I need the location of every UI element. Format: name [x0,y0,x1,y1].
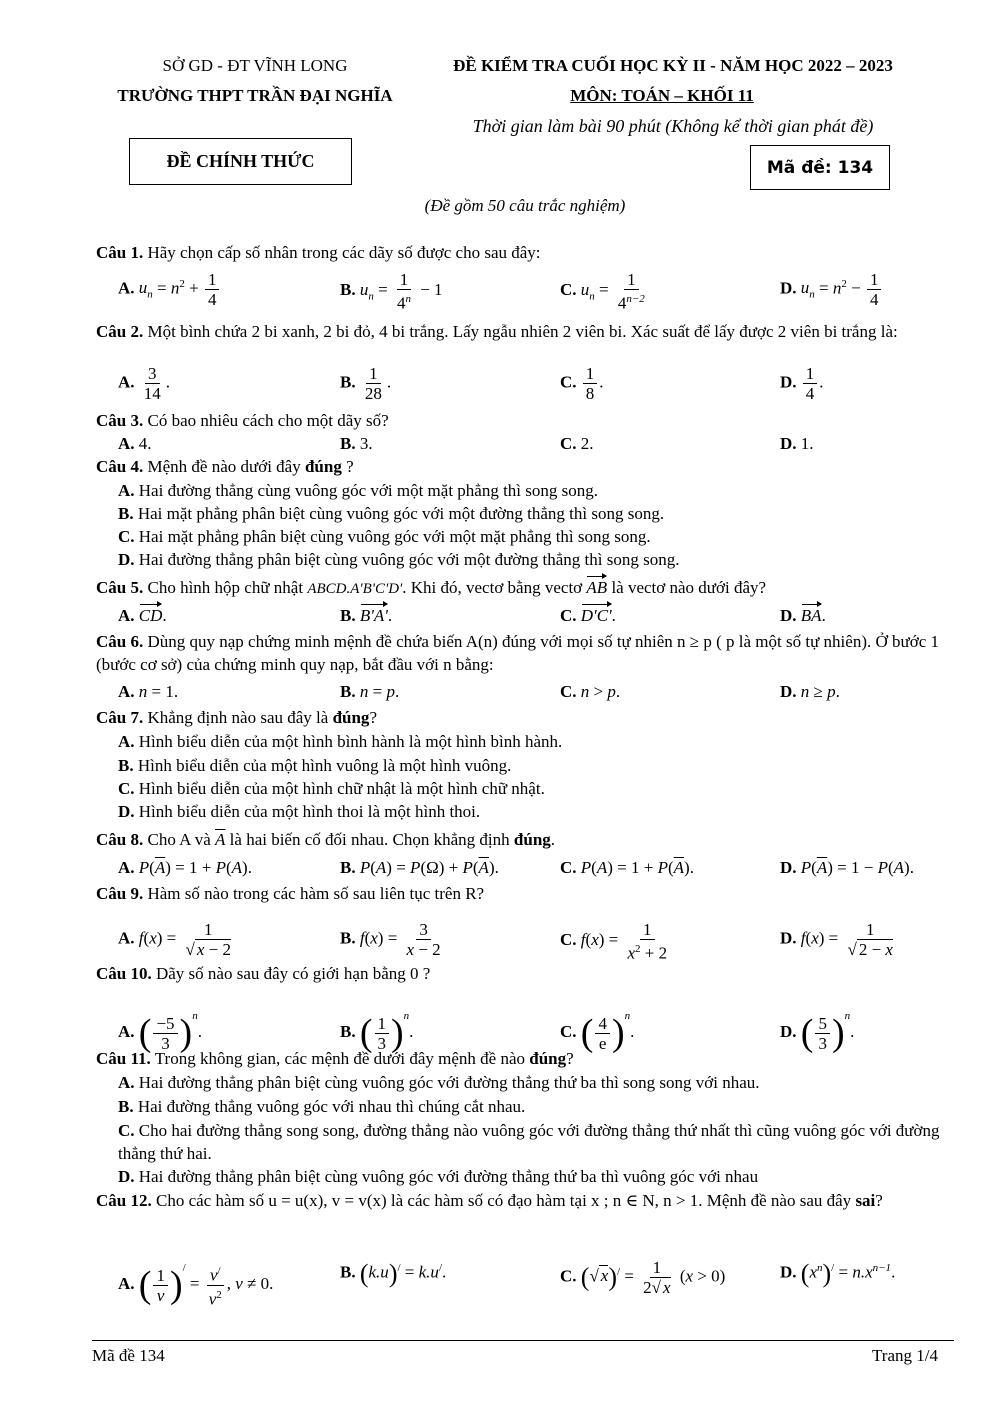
question-label: Câu 5. [96,578,144,597]
question-text: Hàm số nào trong các hàm số sau liên tục trên R? [147,884,485,903]
exam-code-label: Mã đề: 134 [766,157,874,178]
question-label: Câu 4. [96,457,144,476]
question-label: Câu 11. [96,1049,151,1068]
q2-option-b[interactable]: B. $\frac{1}{28}$ . [340,364,392,403]
question-12: Câu 12. Cho các hàm số u = u(x), v = v(x) là các hàm số có đạo hàm tại x ; n ∈ N, n > 1. Mệnh đề nào sau đây sai? [96,1191,883,1210]
question-label: Câu 9. [96,884,144,903]
question-6 [96,630,952,676]
q10-option-a[interactable]: A. ( $\frac{-5}{3}$ )$^n$. [118,1010,202,1055]
q7-option-d[interactable]: D. Hình biểu diễn của một hình thoi là một hình thoi. [118,802,481,821]
q7-option-b[interactable]: B. Hình biểu diễn của một hình vuông là một hình vuông. [118,756,512,775]
q12-option-b[interactable]: B. (k.u)/ = k.u/. [340,1258,447,1288]
q5-option-a[interactable]: A. CD. [118,606,167,625]
question-10 [96,963,430,984]
q6-option-a[interactable]: A. n = 1. [118,682,179,701]
q4-option-b[interactable]: B. Hai mặt phẳng phân biệt cùng vuông góc với một đường thẳng thì song song. [118,504,665,523]
q1-option-b[interactable]: B. $u_n$ = $\frac{1}{4^n}$ − 1 [340,270,443,313]
q2-option-a[interactable]: A. $\frac{3}{14}$ . [118,364,171,403]
footer-divider [92,1340,954,1341]
q5-option-d[interactable]: D. BA. [780,606,826,625]
question-text: Dùng quy nạp chứng minh mệnh đề chứa biến A(n) đúng với mọi số tự nhiên n ≥ p ( p là một số tự nhiên). Ở bước 1 (bước cơ sở) của chứng minh quy nạp, bắt đầu với n bằng: [96,632,940,674]
header-time-note: Thời gian làm bài 90 phút (Không kể thời gian phát đề) [472,116,874,136]
q9-option-b[interactable]: B. f(x) = $\frac{3}{x - 2}$ [340,920,441,959]
q12-option-d[interactable]: D. $(x^n)^/ = n.x^{n-1}$. [780,1258,896,1288]
question-text: Một bình chứa 2 bi xanh, 2 bi đỏ, 4 bi trắng. Lấy ngẫu nhiên 2 viên bi. Xác suất để lấy được 2 viên bi trắng là: [147,322,898,341]
q9-option-d[interactable]: D. f(x) = $\frac{1}{√ 2 - x}$ [780,920,893,959]
q3-option-d[interactable]: D. 1. [780,434,814,453]
question-text: Có bao nhiêu cách cho một dãy số? [147,411,389,430]
q1-option-a[interactable]: A. $u_n = n^2$ + $\frac{1}{4}$ [118,270,221,309]
q9-option-a[interactable]: A. f(x) = $\frac{1}{√ x - 2}$ [118,920,231,959]
q11-option-d[interactable]: D. Hai đường thẳng phân biệt cùng vuông góc với đường thẳng thứ ba thì vuông góc với nhau [118,1167,759,1186]
q11-option-c[interactable]: C. Cho hai đường thẳng song song, đường thẳng nào vuông góc với đường thẳng thứ nhất thì cũng vuông góc với đường thẳng thứ hai. [118,1121,940,1163]
header-subject: MÔN: TOÁN – KHỐI 11 [570,86,754,105]
question-label: Câu 6. [96,632,144,651]
question-4: Câu 4. Mệnh đề nào dưới đây đúng ? [96,457,354,476]
q7-option-a[interactable]: A. Hình biểu diễn của một hình bình hành là một hình bình hành. [118,732,563,751]
q1-option-c[interactable]: C. $u_n$ = $\frac{1}{4^{n-2}}$ [560,270,645,313]
footer-page-number: Trang 1/4 [872,1346,938,1365]
question-9 [96,883,484,904]
q4-option-d[interactable]: D. Hai đường thẳng phân biệt cùng vuông góc với một đường thẳng thì song song. [118,550,680,569]
q11-option-b[interactable]: B. Hai đường thẳng vuông góc với nhau thì chúng cắt nhau. [118,1097,526,1116]
question-count-note: (Đề gồm 50 câu trắc nghiệm) [424,196,626,215]
q2-option-d[interactable]: D. $\frac{1}{4}$ . [780,364,824,403]
q7-option-c[interactable]: C. Hình biểu diễn của một hình chữ nhật là một hình chữ nhật. [118,779,545,798]
q3-option-a[interactable]: A. 4. [118,434,152,453]
question-11: Câu 11. Trong không gian, các mệnh đề dưới đây mệnh đề nào đúng? [96,1049,574,1068]
q11-option-a[interactable]: A. Hai đường thẳng phân biệt cùng vuông góc với đường thẳng thứ ba thì song song với nhau. [118,1073,760,1092]
q5-option-c[interactable]: C. D'C'. [560,606,616,625]
q9-option-c[interactable]: C. f(x) = $\frac{1}{x^2 + 2}$ [560,920,668,963]
header-dept: SỞ GD - ĐT VĨNH LONG [162,56,348,75]
q4-option-c[interactable]: C. Hai mặt phẳng phân biệt cùng vuông góc với một mặt phẳng thì song song. [118,527,651,546]
question-label: Câu 7. [96,708,144,727]
q8-option-b[interactable]: B. $P(A) = P(\Omega) + P(\overline{A})$. [340,858,499,877]
q4-option-a[interactable]: A. Hai đường thẳng cùng vuông góc với một mặt phẳng thì song song. [118,481,599,500]
q3-option-c[interactable]: C. 2. [560,434,594,453]
question-2 [96,320,952,343]
question-label: Câu 10. [96,964,152,983]
q6-option-d[interactable]: D. n ≥ p. [780,682,840,701]
question-label: Câu 8. [96,830,144,849]
q12-option-a[interactable]: A. ( $\frac{1}{v}$ )/ = $\frac{v^/}{v^2}$ , v ≠ 0. [118,1262,274,1309]
header-school: TRƯỜNG THPT TRẦN ĐẠI NGHĨA [117,86,393,105]
q10-option-b[interactable]: B. ( $\frac{1}{3}$ )$^n$. [340,1010,414,1055]
question-text: Dãy số nào sau đây có giới hạn bằng 0 ? [155,964,431,983]
q10-option-d[interactable]: D. ( $\frac{5}{3}$ )$^n$. [780,1010,855,1055]
question-label: Câu 3. [96,411,144,430]
q6-option-b[interactable]: B. n = p. [340,682,400,701]
q8-option-c[interactable]: C. $P(A) = 1 + P(\overline{A})$. [560,858,694,877]
question-7: Câu 7. Khẳng định nào sau đây là đúng? [96,708,377,727]
q12-option-c[interactable]: C. (√ x)/ = $\frac{1}{2√ x}$ (x > 0) [560,1258,726,1297]
question-1 [96,242,541,263]
q5-option-b[interactable]: B. B'A'. [340,606,393,625]
q8-option-a[interactable]: A. $P(\overline{A}) = 1 + P(A)$. [118,858,252,877]
question-3 [96,410,389,431]
official-box [129,138,352,185]
official-label: ĐỀ CHÍNH THỨC [166,151,315,171]
q10-option-c[interactable]: C. ( $\frac{4}{e}$ )$^n$. [560,1010,635,1055]
exam-code-box [750,145,890,190]
q2-option-c[interactable]: C. $\frac{1}{8}$ . [560,364,604,403]
q3-option-b[interactable]: B. 3. [340,434,373,453]
question-text: Hãy chọn cấp số nhân trong các dãy số được cho sau đây: [147,243,541,262]
question-label: Câu 2. [96,322,144,341]
q6-option-c[interactable]: C. n > p. [560,682,621,701]
q1-option-d[interactable]: D. $u_n = n^2$ − $\frac{1}{4}$ [780,270,883,309]
header-exam-title: ĐỀ KIỂM TRA CUỐI HỌC KỲ II - NĂM HỌC 2022 – 2023 [453,56,893,75]
question-label: Câu 12. [96,1191,152,1210]
question-8: Câu 8. Cho A và $\overline{A}$ là hai biến cố đối nhau. Chọn khẳng định đúng. [96,830,556,849]
question-5: Câu 5. Cho hình hộp chữ nhật ABCD.A'B'C'D'. Khi đó, vectơ bằng vectơ AB là vectơ nào dưới đây? [96,578,767,597]
footer-exam-code: Mã đề 134 [92,1346,165,1365]
q8-option-d[interactable]: D. $P(\overline{A}) = 1 - P(A)$. [780,858,914,877]
question-label: Câu 1. [96,243,144,262]
